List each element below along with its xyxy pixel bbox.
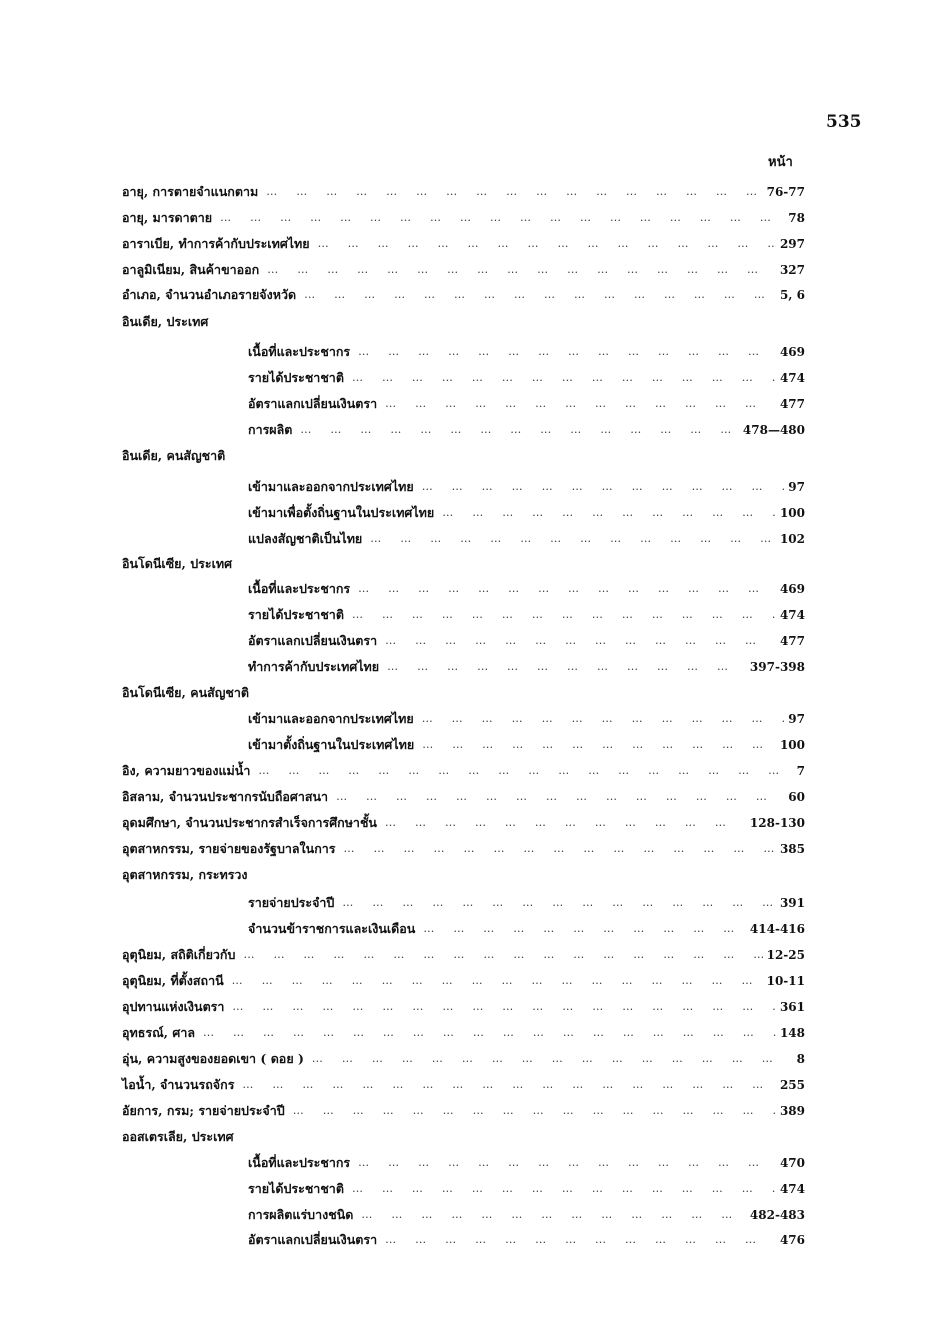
index-subentry [248, 367, 805, 389]
entry-label: อุตุนิยม, สถิติเกี่ยวกับ [122, 947, 236, 962]
index-entry [122, 944, 805, 966]
index-entry [122, 1022, 805, 1044]
entry-label: ไอน้ำ, จำนวนรถจักร [122, 1077, 235, 1092]
entry-label: อัตราแลกเปลี่ยนเงินตรา [248, 633, 378, 648]
index-entry [122, 311, 805, 333]
index-entry [122, 1048, 805, 1070]
index-subentry [248, 734, 805, 756]
dot-leader [358, 341, 776, 363]
index-subentry [248, 419, 805, 441]
entry-page-ref: 7 [796, 764, 805, 778]
entry-page-ref: 476 [779, 1233, 805, 1247]
index-entry [122, 682, 805, 704]
entry-label: เข้ามาและออกจากประเทศไทย [248, 711, 414, 726]
index-entry [122, 760, 805, 782]
dot-leader [232, 996, 776, 1018]
dot-leader [358, 1152, 776, 1174]
entry-label: อุตสาหกรรม, รายจ่ายของรัฐบาลในการ [122, 841, 336, 856]
index-subentry [248, 708, 805, 730]
entry-label: อัยการ, กรม; รายจ่ายประจำปี [122, 1103, 285, 1118]
dot-leader [342, 892, 776, 914]
entry-page-ref: 474 [779, 1182, 805, 1196]
index-subentry [248, 528, 805, 550]
entry-page-ref: 297 [779, 237, 805, 251]
index-subentry [248, 604, 805, 626]
dot-leader [370, 528, 776, 550]
entry-label: การผลิต [248, 422, 293, 437]
entry-page-ref: 78 [788, 211, 805, 225]
entry-label: อินโดนีเซีย, คนสัญชาติ [122, 685, 250, 700]
entry-label: ทำการค้ากับประเทศไทย [248, 659, 380, 674]
index-subentry [248, 1229, 805, 1251]
dot-leader [267, 259, 776, 281]
index-subentry [248, 1152, 805, 1174]
entry-label: รายได้ประชาชาติ [248, 607, 344, 622]
dot-leader [385, 812, 746, 834]
entry-page-ref: 482-483 [749, 1208, 805, 1222]
index-subentry [248, 578, 805, 600]
index-entry [122, 181, 805, 203]
dot-leader [422, 708, 785, 730]
index-entry [122, 864, 805, 886]
index-subentry [248, 476, 805, 498]
entry-page-ref: 97 [788, 480, 805, 494]
index-entry [122, 445, 805, 467]
entry-label: อินเดีย, ประเทศ [122, 314, 209, 329]
entry-page-ref: 361 [779, 1000, 805, 1014]
entry-label: อาราเบีย, ทำการค้ากับประเทศไทย [122, 236, 310, 251]
dot-leader [387, 656, 746, 678]
entry-label: เข้ามาเพื่อตั้งถิ่นฐานในประเทศไทย [248, 505, 435, 520]
entry-label: เข้ามาตั้งถิ่นฐานในประเทศไทย [248, 737, 415, 752]
entry-page-ref: 414-416 [749, 922, 805, 936]
entry-label: อาลูมิเนียม, สินค้าขาออก [122, 262, 260, 277]
dot-leader [300, 419, 738, 441]
entry-label: อุตุนิยม, ที่ตั้งสถานี [122, 973, 224, 988]
entry-label: รายจ่ายประจำปี [248, 895, 335, 910]
dot-leader [304, 284, 776, 306]
entry-label: รายได้ประชาชาติ [248, 370, 344, 385]
entry-page-ref: 97 [788, 712, 805, 726]
entry-page-ref: 102 [779, 532, 805, 546]
index-subentry [248, 502, 805, 524]
dot-leader [352, 604, 776, 626]
entry-page-ref: 474 [779, 608, 805, 622]
entry-page-ref: 76-77 [766, 185, 805, 199]
entry-label: อิง, ความยาวของแม่น้ำ [122, 763, 251, 778]
entry-page-ref: 60 [788, 790, 805, 804]
entry-label: อำเภอ, จำนวนอำเภอรายจังหวัด [122, 287, 297, 302]
dot-leader [385, 1229, 776, 1251]
entry-page-ref: 12-25 [766, 948, 805, 962]
entry-label: ออสเตรเลีย, ประเทศ [122, 1129, 234, 1144]
entry-page-ref: 477 [779, 397, 805, 411]
dot-leader [358, 578, 776, 600]
entry-label: อุตสาหกรรม, กระทรวง [122, 867, 248, 882]
entry-label: อัตราแลกเปลี่ยนเงินตรา [248, 1232, 378, 1247]
index-entry [122, 233, 805, 255]
index-subentry [248, 656, 805, 678]
index-entry [122, 970, 805, 992]
entry-page-ref: 474 [779, 371, 805, 385]
entry-page-ref: 128-130 [749, 816, 805, 830]
dot-leader [243, 944, 762, 966]
dot-leader [422, 734, 776, 756]
dot-leader [385, 393, 776, 415]
entry-label: แปลงสัญชาติเป็นไทย [248, 531, 363, 546]
dot-leader [344, 838, 776, 860]
index-entry [122, 259, 805, 281]
entry-label: จำนวนข้าราชการและเงินเดือน [248, 921, 416, 936]
entry-page-ref: 8 [796, 1052, 805, 1066]
entry-label: เนื้อที่และประชากร [248, 344, 351, 359]
dot-leader [336, 786, 784, 808]
entry-label: อุทธรณ์, ศาล [122, 1025, 196, 1040]
entry-label: อุดมศึกษา, จำนวนประชากรสำเร็จการศึกษาชั้น [122, 815, 377, 830]
entry-page-ref: 5, 6 [779, 288, 805, 302]
entry-label: อุปทานแห่งเงินตรา [122, 999, 225, 1014]
entry-page-ref: 391 [779, 896, 805, 910]
dot-leader [312, 1048, 793, 1070]
index-entry [122, 553, 805, 575]
dot-leader [352, 367, 776, 389]
dot-leader [242, 1074, 776, 1096]
entry-page-ref: 148 [779, 1026, 805, 1040]
dot-leader [293, 1100, 776, 1122]
entry-label: อายุ, การตายจำแนกตาม [122, 184, 259, 199]
dot-leader [266, 181, 762, 203]
index-subentry [248, 1178, 805, 1200]
dot-leader [220, 207, 784, 229]
entry-page-ref: 397-398 [749, 660, 805, 674]
dot-leader [258, 760, 792, 782]
entry-label: อุ่น, ความสูงของยอดเขา ( ดอย ) [122, 1051, 304, 1066]
index-entry [122, 838, 805, 860]
index-subentry [248, 892, 805, 914]
entry-label: อายุ, มารดาตาย [122, 210, 213, 225]
entry-page-ref: 10-11 [766, 974, 805, 988]
index-entry [122, 786, 805, 808]
dot-leader [352, 1178, 776, 1200]
entry-page-ref: 100 [779, 506, 805, 520]
entry-label: อินเดีย, คนสัญชาติ [122, 448, 226, 463]
dot-leader [442, 502, 776, 524]
index-entry [122, 996, 805, 1018]
entry-page-ref: 470 [779, 1156, 805, 1170]
index-entry [122, 1074, 805, 1096]
page-column-header: หน้า [768, 155, 793, 170]
entry-label: อินโดนีเซีย, ประเทศ [122, 556, 233, 571]
entry-label: รายได้ประชาชาติ [248, 1181, 344, 1196]
index-entry [122, 284, 805, 306]
entry-page-ref: 469 [779, 582, 805, 596]
entry-page-ref: 327 [779, 263, 805, 277]
entry-label: เข้ามาและออกจากประเทศไทย [248, 479, 414, 494]
entry-label: อิสลาม, จำนวนประชากรนับถือศาสนา [122, 789, 329, 804]
dot-leader [422, 476, 785, 498]
dot-leader [318, 233, 776, 255]
page-number: 535 [826, 112, 862, 132]
entry-page-ref: 478—480 [742, 423, 805, 437]
entry-label: อัตราแลกเปลี่ยนเงินตรา [248, 396, 378, 411]
entry-page-ref: 477 [779, 634, 805, 648]
entry-page-ref: 389 [779, 1104, 805, 1118]
dot-leader [232, 970, 763, 992]
dot-leader [385, 630, 776, 652]
dot-leader [423, 918, 746, 940]
entry-page-ref: 100 [779, 738, 805, 752]
entry-page-ref: 385 [779, 842, 805, 856]
index-subentry [248, 630, 805, 652]
index-entry [122, 207, 805, 229]
index-entry [122, 812, 805, 834]
index-entry [122, 1126, 805, 1148]
index-entry [122, 1100, 805, 1122]
index-subentry [248, 1204, 805, 1226]
entry-label: การผลิตแร่บางชนิด [248, 1207, 354, 1222]
index-subentry [248, 341, 805, 363]
entry-page-ref: 255 [779, 1078, 805, 1092]
entry-label: เนื้อที่และประชากร [248, 581, 351, 596]
entry-page-ref: 469 [779, 345, 805, 359]
index-subentry [248, 918, 805, 940]
dot-leader [203, 1022, 776, 1044]
entry-label: เนื้อที่และประชากร [248, 1155, 351, 1170]
index-subentry [248, 393, 805, 415]
dot-leader [361, 1204, 746, 1226]
